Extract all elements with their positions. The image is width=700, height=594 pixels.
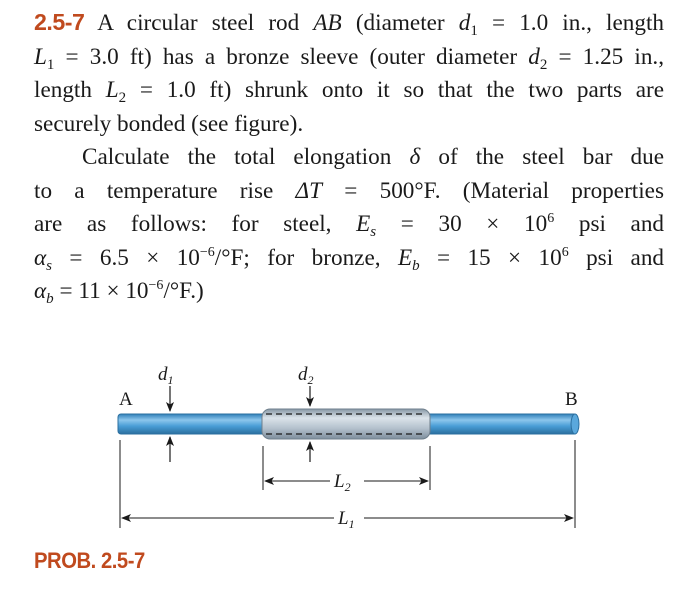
figure-caption: PROB. 2.5-7 xyxy=(34,548,145,573)
label-A: A xyxy=(119,389,133,410)
label-d1: $d_1$ xyxy=(158,364,174,387)
problem-line-6: to a temperature rise ΔT = 500°F. (Material properties xyxy=(34,177,664,204)
problem-line-7: are as follows: for steel, $E_s = 30 \times 10^6$ psi and xyxy=(34,211,665,240)
label-d2: $d_2$ xyxy=(298,364,314,387)
problem-line-4: securely bonded (see figure). xyxy=(34,110,304,137)
problem-line-5: Calculate the total elongation δ of the steel bar due xyxy=(82,144,665,170)
problem-line-1: 2.5-7 A circular steel rod AB (diameter $d_1 = 1.0$ in., length xyxy=(34,9,665,39)
rod-end-cap xyxy=(571,414,579,434)
label-L2: $L_2$ xyxy=(334,471,351,494)
problem-line-9: $\alpha_b = 11 \times 10^{-6}/^\circ F$.) xyxy=(34,278,204,307)
label-B: B xyxy=(565,389,578,410)
problem-line-3: length $L_2 = 1.0$ ft) shrunk onto it so that the two parts are xyxy=(34,77,665,106)
problem-number: 2.5-7 xyxy=(34,9,85,35)
label-L1: $L_1$ xyxy=(338,508,355,531)
problem-line-2: $L_1 = 3.0$ ft) has a bronze sleeve (outer diameter $d_2 = 1.25$ in., xyxy=(34,43,665,73)
problem-line-8: $\alpha_s = 6.5 \times 10^{-6}/^\circ F$; for bronze, $E_b = 15 \times 10^6$ psi and xyxy=(34,244,665,274)
